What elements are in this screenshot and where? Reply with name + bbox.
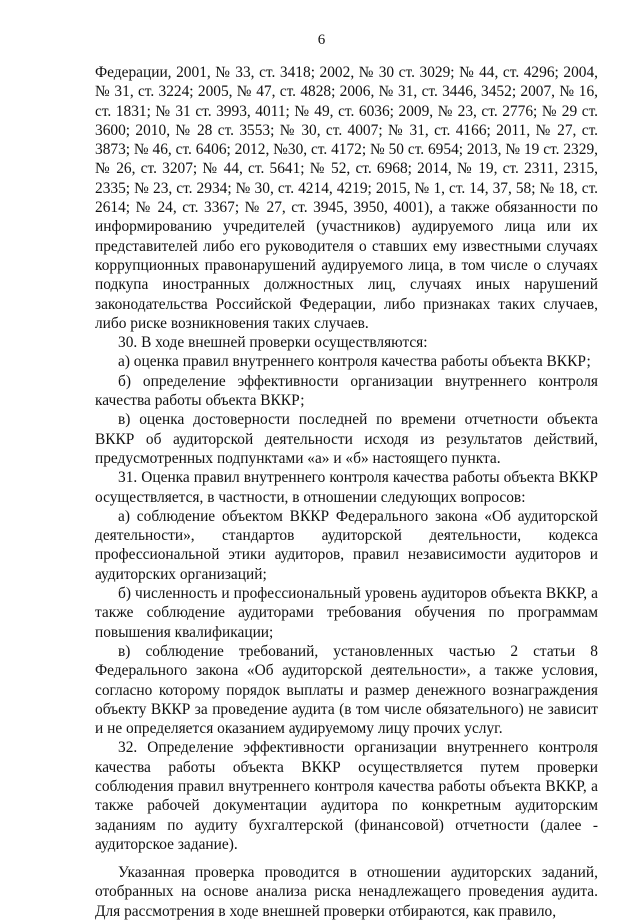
paragraph-31-heading: 31. Оценка правил внутреннего контроля качества работы объекта ВККР осуществляется, в частности, в отношении следующих вопросов: xyxy=(95,469,598,506)
paragraph-31-b: б) численность и профессиональный уровень аудиторов объекта ВККР, а также соблюдение аудиторами требования обучения по программам повышения квалификации; xyxy=(95,585,598,641)
paragraph-30-b: б) определение эффективности организации внутреннего контроля качества работы объекта ВККР; xyxy=(95,372,598,410)
paragraph-legal-references: Федерации, 2001, № 33, ст. 3418; 2002, № 30 ст. 3029; № 44, ст. 4296; 2004, № 31, ст. 3224; 2005, № 47, ст. 4828; 2006, № 31, ст. 3446, 3452; 2007, № 16, ст. 1831; № 31 ст. 3993, 4011; № 49, ст. 6036; 2009, № 23, ст. 2776; № 29 ст. 3600; 2010, № 28 ст. 3553; № 30, ст. 4007; № 31, ст. 4166; 2011, № 27, ст. 3873; № 46, ст. 6406; 2012, №30, ст. 4172; № 50 ст. 6954; 2013, № 19 ст. 2329, № 26, ст. 3207; № 44, ст. 5641; № 52, ст. 6968; 2014, № 19, ст. 2311, 2315, 2335; № 23, ст. 2934; № 30, ст. 4214, 4219; 2015, № 1, ст. 14, 37, 58; № 18, ст. 2614; № 24, ст. 3367; № 27, ст. 3945, 3950, 4001), а также обязанности по информированию учредителей (участников) аудируемого лица или их представителей либо его руководителя о ставших ему известными случаях коррупционных правонарушений аудируемого лица, в том числе о случаях подкупа иностранных должностных лиц, случаях иных нарушений законодательства Российской Федерации, либо признаках таких случаев, либо риске возникновения таких случаев. xyxy=(95,64,598,332)
paragraph-30-a: а) оценка правил внутреннего контроля качества работы объекта ВККР; xyxy=(118,353,591,371)
paragraph-32-continuation: Указанная проверка проводится в отношении аудиторских заданий, отобранных на основе анализа риска ненадлежащего проведения аудита. Для рассмотрения в ходе внешней проверки отбираются, как правило, xyxy=(95,864,598,920)
page-number: 6 xyxy=(317,32,326,48)
paragraph-30-v: в) оценка достоверности последней по времени отчетности объекта ВККР об аудиторской деятельности исходя из результатов действий, предусмотренных подпунктами «а» и «б» настоящего пункта. xyxy=(95,411,598,467)
paragraph-32: 32. Определение эффективности организации внутреннего контроля качества работы объекта ВККР осуществляется путем проверки соблюдения правил внутреннего контроля качества работы объекта ВККР, а также рабочей документации аудитора по конкретным аудиторским заданиям по аудиту бухгалтерской (финансовой) отчетности (далее - аудиторское задание). xyxy=(95,739,598,853)
paragraph-31-v: в) соблюдение требований, установленных частью 2 статьи 8 Федерального закона «Об аудиторской деятельности», а также условия, согласно которому порядок выплаты и размер денежного вознаграждения объекту ВККР за проведение аудита (в том числе обязательного) не зависит и не определяется оказанием аудируемому лицу прочих услуг. xyxy=(95,642,598,738)
paragraph-31-a: а) соблюдение объектом ВККР Федерального закона «Об аудиторской деятельности», стандартов аудиторской деятельности, кодекса профессиональной этики аудиторов, правил независимости аудиторов и аудиторских организаций; xyxy=(95,507,598,583)
paragraph-30-heading: 30. В ходе внешней проверки осуществляются: xyxy=(118,334,428,352)
document-body xyxy=(95,63,598,921)
